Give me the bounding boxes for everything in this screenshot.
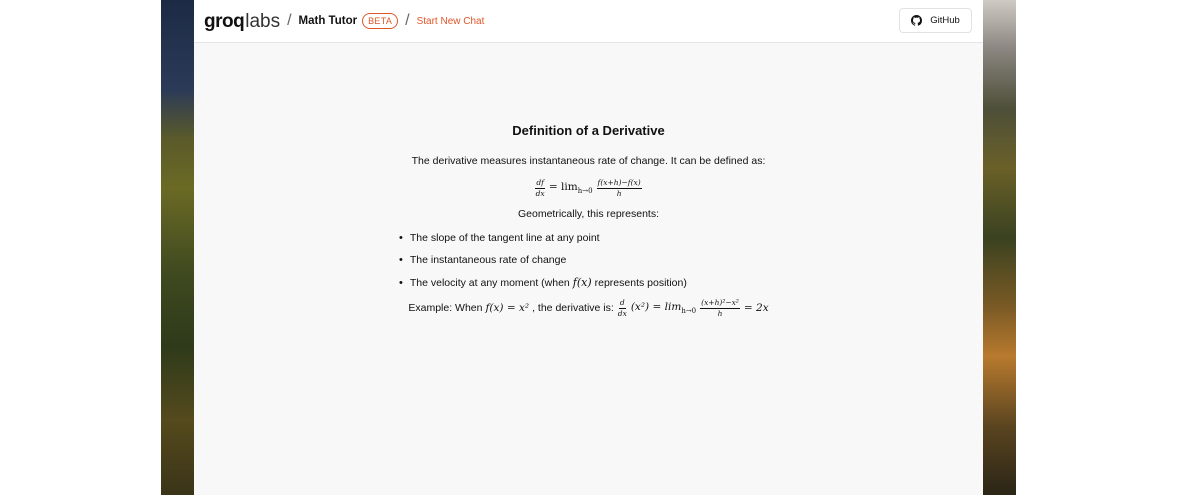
example-fraction — [700, 299, 740, 317]
formula-lhs-num: df — [536, 178, 544, 187]
brand-labs: labs — [245, 10, 281, 32]
beta-badge: BETA — [362, 13, 398, 29]
formula-rhs-fraction — [597, 179, 642, 197]
example-d-fraction — [618, 299, 627, 317]
bullet-list — [399, 232, 983, 289]
example-prefix: Example: When — [408, 302, 483, 314]
example-middle: , the derivative is: — [532, 302, 614, 314]
formula-eq: = lim — [548, 181, 578, 193]
formula-rhs-den: h — [616, 188, 622, 198]
desktop-wallpaper-right — [983, 0, 1016, 495]
github-label: GitHub — [930, 15, 960, 26]
example-num: (x+h)²−x² — [701, 298, 739, 307]
github-icon — [911, 15, 922, 26]
chat-content — [194, 42, 983, 317]
list-item-text: • The instantaneous rate of change — [409, 254, 567, 266]
example-function: f(x) = x² — [485, 302, 530, 314]
response-intro: The derivative measures instantaneous rate of change. It can be defined as: — [411, 155, 766, 167]
example-result: = 2x — [743, 302, 769, 314]
list-item — [399, 276, 983, 289]
breadcrumb-separator-2: / — [405, 12, 410, 29]
start-new-chat-link[interactable]: Start New Chat — [416, 15, 485, 27]
example-d-num: d — [619, 298, 625, 307]
app-window — [194, 0, 983, 495]
formula-rhs-num: f(x+h)−f(x) — [597, 178, 641, 187]
list-item-text: • The slope of the tangent line at any point — [409, 232, 600, 244]
geometric-intro: Geometrically, this represents: — [517, 208, 660, 220]
app-title: Math Tutor — [298, 15, 358, 27]
example-den: h — [717, 308, 723, 318]
example-lim-sub: h→0 — [681, 307, 697, 315]
formula-lhs-fraction — [535, 179, 545, 197]
example-formula — [618, 299, 769, 317]
list-item — [399, 232, 983, 244]
breadcrumb-separator: / — [287, 12, 292, 29]
github-button[interactable] — [899, 8, 972, 33]
list-item-text: • The velocity at any moment (when — [409, 276, 570, 289]
groq-labs-logo[interactable] — [204, 12, 280, 31]
desktop-wallpaper-left — [161, 0, 194, 495]
derivative-formula — [535, 179, 641, 197]
example-lim — [631, 301, 696, 315]
response-title: Definition of a Derivative — [512, 123, 665, 138]
list-item-text-suffix: represents position) — [594, 276, 687, 289]
brand-groq: groq — [204, 10, 245, 32]
formula-lhs-den: dx — [535, 188, 545, 198]
list-item — [399, 254, 983, 266]
top-header — [194, 0, 983, 43]
formula-lim-sub: h→0 — [577, 187, 593, 195]
example-d-den: dx — [617, 308, 627, 318]
list-item-math: f(x) — [572, 276, 592, 289]
example-arg: (x²) = lim — [630, 301, 682, 313]
example-line — [194, 299, 983, 317]
formula-lim — [549, 181, 593, 195]
